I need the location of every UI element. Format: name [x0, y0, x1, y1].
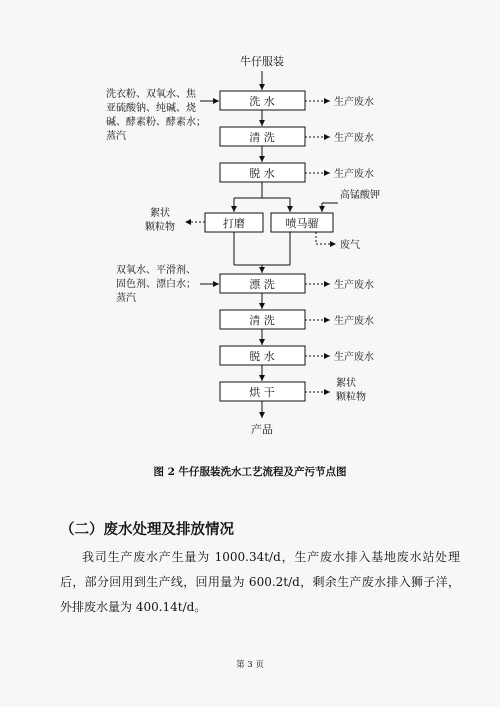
step-wash-label: 洗 水	[249, 95, 275, 108]
step-dewater-2-label: 脱 水	[249, 350, 275, 363]
body-paragraph: 我司生产废水产生量为 1000.34t/d，生产废水排入基地废水站处理后，部分回用到生产线，回用量为 600.2t/d，剩余生产废水排入狮子洋，外排废水量为 400.14t/d。	[60, 550, 460, 614]
step-dry-label: 烘 干	[249, 386, 275, 399]
page-number: 第 3 页	[236, 660, 264, 670]
wash-input-line-1: 洗衣粉、双氧水、焦	[106, 89, 196, 100]
particles-label-1-line-1: 絮状	[150, 208, 170, 219]
step-rinse-label: 漂 洗	[249, 278, 275, 291]
step-clean-2-label: 清 洗	[249, 314, 275, 327]
wastewater-label-6: 生产废水	[334, 352, 374, 363]
wastewater-label-3: 生产废水	[334, 169, 374, 180]
particles-label-2-line-2: 颗粒物	[336, 392, 366, 403]
wash-inputs	[106, 87, 206, 142]
wash-input-line-3: 碱、酵素粉、酵素水；	[106, 117, 206, 128]
step-clean-1-label: 清 洗	[249, 131, 275, 144]
particles-label-2-line-1: 絮状	[336, 378, 356, 389]
particles-label-1-line-2: 颗粒物	[145, 222, 175, 233]
wash-input-line-2: 亚硫酸钠、纯碱、烧	[106, 103, 196, 114]
wastewater-label-4: 生产废水	[334, 280, 374, 291]
rinse-inputs	[116, 263, 196, 304]
wash-input-line-4: 蒸汽	[106, 131, 126, 142]
rinse-input-line-3: 蒸汽	[116, 293, 136, 304]
step-grinding-label: 打磨	[223, 217, 245, 230]
step-dewater-1-label: 脱 水	[249, 167, 275, 180]
section-heading: （二）废水处理及排放情况	[60, 522, 234, 538]
figure-caption: 图 2 牛仔服装洗水工艺流程及产污节点图	[153, 466, 347, 478]
start-label: 牛仔服装	[240, 55, 284, 68]
rinse-input-line-2: 固色剂、漂白水；	[116, 279, 196, 290]
wastewater-label-5: 生产废水	[334, 316, 374, 327]
exhaust-label: 废气	[340, 240, 360, 251]
wastewater-label-2: 生产废水	[334, 133, 374, 144]
step-spray-monkey-label: 喷马骝	[285, 217, 319, 230]
spray-input-label: 高锰酸钾	[340, 190, 380, 201]
rinse-input-line-1: 双氧水、平滑剂、	[116, 265, 196, 276]
end-label: 产品	[251, 423, 273, 436]
wastewater-label-1: 生产废水	[334, 97, 374, 108]
